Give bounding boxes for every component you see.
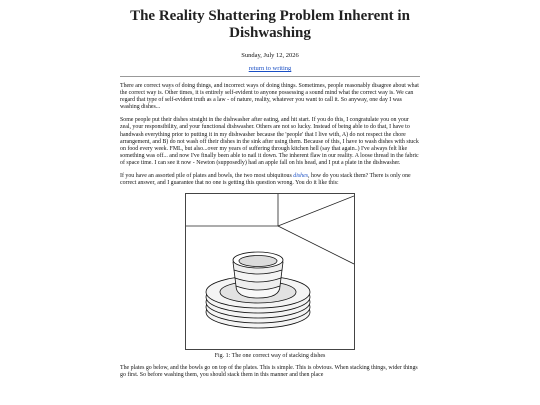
- paragraph-dishwasher: Some people put their dishes straight in the dishwasher after eating, and hit start. If you do this, I congratulate you on your zeal, your responsibility, and your functional dishwasher. Others are not so lucky. Instead of being able to do that, I have to handwash everything prior to putting it in my dishwasher because the 'people' that I live with, A) do not respect the chore arrangement, and B) do not wash off their dishes in the sink after using them. Because of this, I have to wash dishes with stuck on food every week. FML, but also...over my years of suffering through kitchen hell (say that again..) I've always felt like something was off... and now I've finally been able to nail it down. The inherent flaw in our reality. A loose thread in the fabric of space time. I can see it now - Newton (supposedly) had an apple fall on his head, and I put a plate in the dishwasher.: [120, 117, 419, 166]
- divider: [120, 76, 420, 77]
- article: [120, 0, 420, 379]
- paragraph-question: If you have an assorted pile of plates and bowls, the two most ubiquitous dishes, how do you stack them? There is only one correct answer, and I guarantee that no one is getting this question wrong. You do it like this:: [120, 173, 411, 187]
- dishes-emphasis: dishes: [293, 173, 308, 180]
- post-date: Sunday, July 12, 2026: [241, 52, 299, 59]
- figure-stacked-dishes: [185, 193, 355, 350]
- paragraph-stacking: The plates go below, and the bowls go on top of the plates. This is simple. This is obvious. When stacking things, wider things go first. So before washing them, you should stack them in this manner and then place: [120, 365, 418, 379]
- figure-caption: Fig. 1: The one correct way of stacking dishes: [214, 353, 326, 360]
- stacked-dishes-illustration: [186, 194, 354, 349]
- paragraph-intro: There are correct ways of doing things, and incorrect ways of doing things. Sometimes, people reasonably disagree about what the correct way is. Other times, it is entirely self-evident to anyone possessing a sound mind what the correct way is. We can regard that type of self-evident truth as a law - of nature, reality, whatever you want to call it. So anyway, one day I was washing dishes...: [120, 83, 419, 111]
- return-to-writing-link[interactable]: return to writing: [248, 65, 292, 72]
- page-title: The Reality Shattering Problem Inherent in Dishwashing: [130, 8, 410, 41]
